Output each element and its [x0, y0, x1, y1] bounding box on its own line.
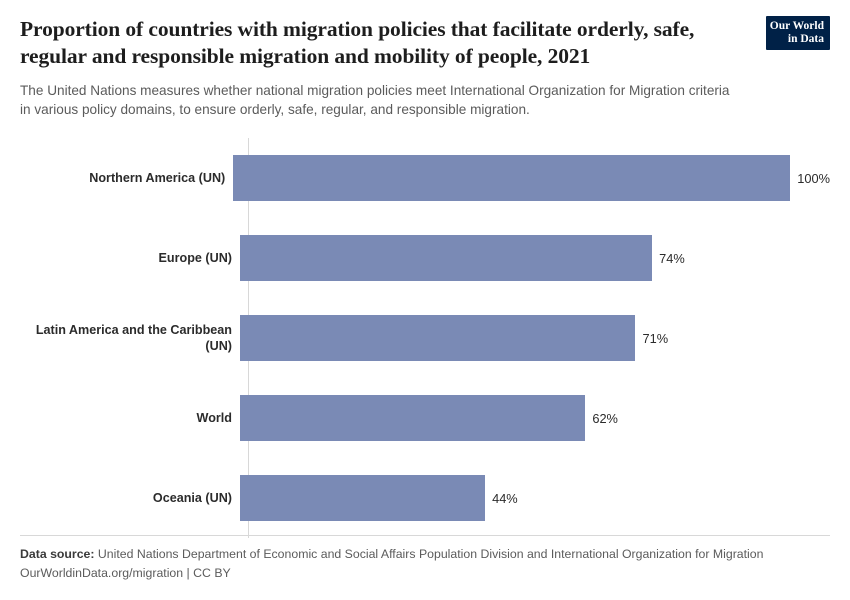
bar-chart	[20, 138, 830, 538]
table-row	[20, 315, 830, 361]
bar-area	[240, 315, 830, 361]
chart-footer	[20, 535, 830, 584]
footer-divider	[20, 535, 830, 536]
chart-header	[20, 16, 830, 120]
bar-area	[240, 475, 830, 521]
footer-separator: |	[186, 566, 190, 581]
table-row	[20, 395, 830, 441]
bar-category-label: Northern America (UN)	[89, 170, 226, 185]
bar-category-label: Oceania (UN)	[152, 490, 232, 505]
owid-logo[interactable]	[766, 16, 830, 50]
owid-site-link[interactable]: OurWorldinData.org/migration	[20, 566, 184, 581]
bar[interactable]	[240, 395, 585, 441]
bar-area	[233, 155, 830, 201]
owid-logo-line2: in Data	[787, 32, 824, 45]
bar-area	[240, 395, 830, 441]
chart-subtitle: The United Nations measures whether national migration policies meet International Organization for Migration criteria in various policy domains, to ensure orderly, safe, regular, and responsible migration.	[20, 82, 730, 118]
table-row	[20, 155, 830, 201]
bar-category-label: Latin America and the Caribbean (UN)	[35, 322, 232, 353]
bar-value-label: 62%	[592, 410, 618, 426]
bar[interactable]	[240, 235, 652, 281]
data-source-line	[20, 545, 830, 565]
bar-value-label: 71%	[642, 330, 669, 346]
page-title: Proportion of countries with migration policies that facilitate orderly, safe, regular and responsible migration and mobility of people, 2021	[20, 17, 695, 69]
bar-rows	[20, 138, 830, 538]
bar[interactable]	[240, 475, 485, 521]
owid-logo-line1: Our World	[769, 20, 824, 32]
bar-area	[240, 235, 830, 281]
data-source-text: United Nations Department of Economic and Social Affairs Population Division and International Organization for Migration	[97, 546, 764, 561]
license-link[interactable]: CC BY	[193, 566, 231, 581]
bar-category-label: Europe (UN)	[158, 250, 232, 265]
bar-category-label: World	[196, 410, 232, 425]
bar-value-label: 100%	[797, 170, 830, 186]
bar-value-label: 74%	[659, 250, 685, 266]
bar[interactable]	[233, 155, 790, 201]
data-source-label: Data source:	[20, 546, 95, 561]
table-row	[20, 475, 830, 521]
bar-value-label: 44%	[492, 490, 518, 506]
table-row	[20, 235, 830, 281]
bar[interactable]	[240, 315, 635, 361]
footer-link-line	[20, 564, 830, 584]
